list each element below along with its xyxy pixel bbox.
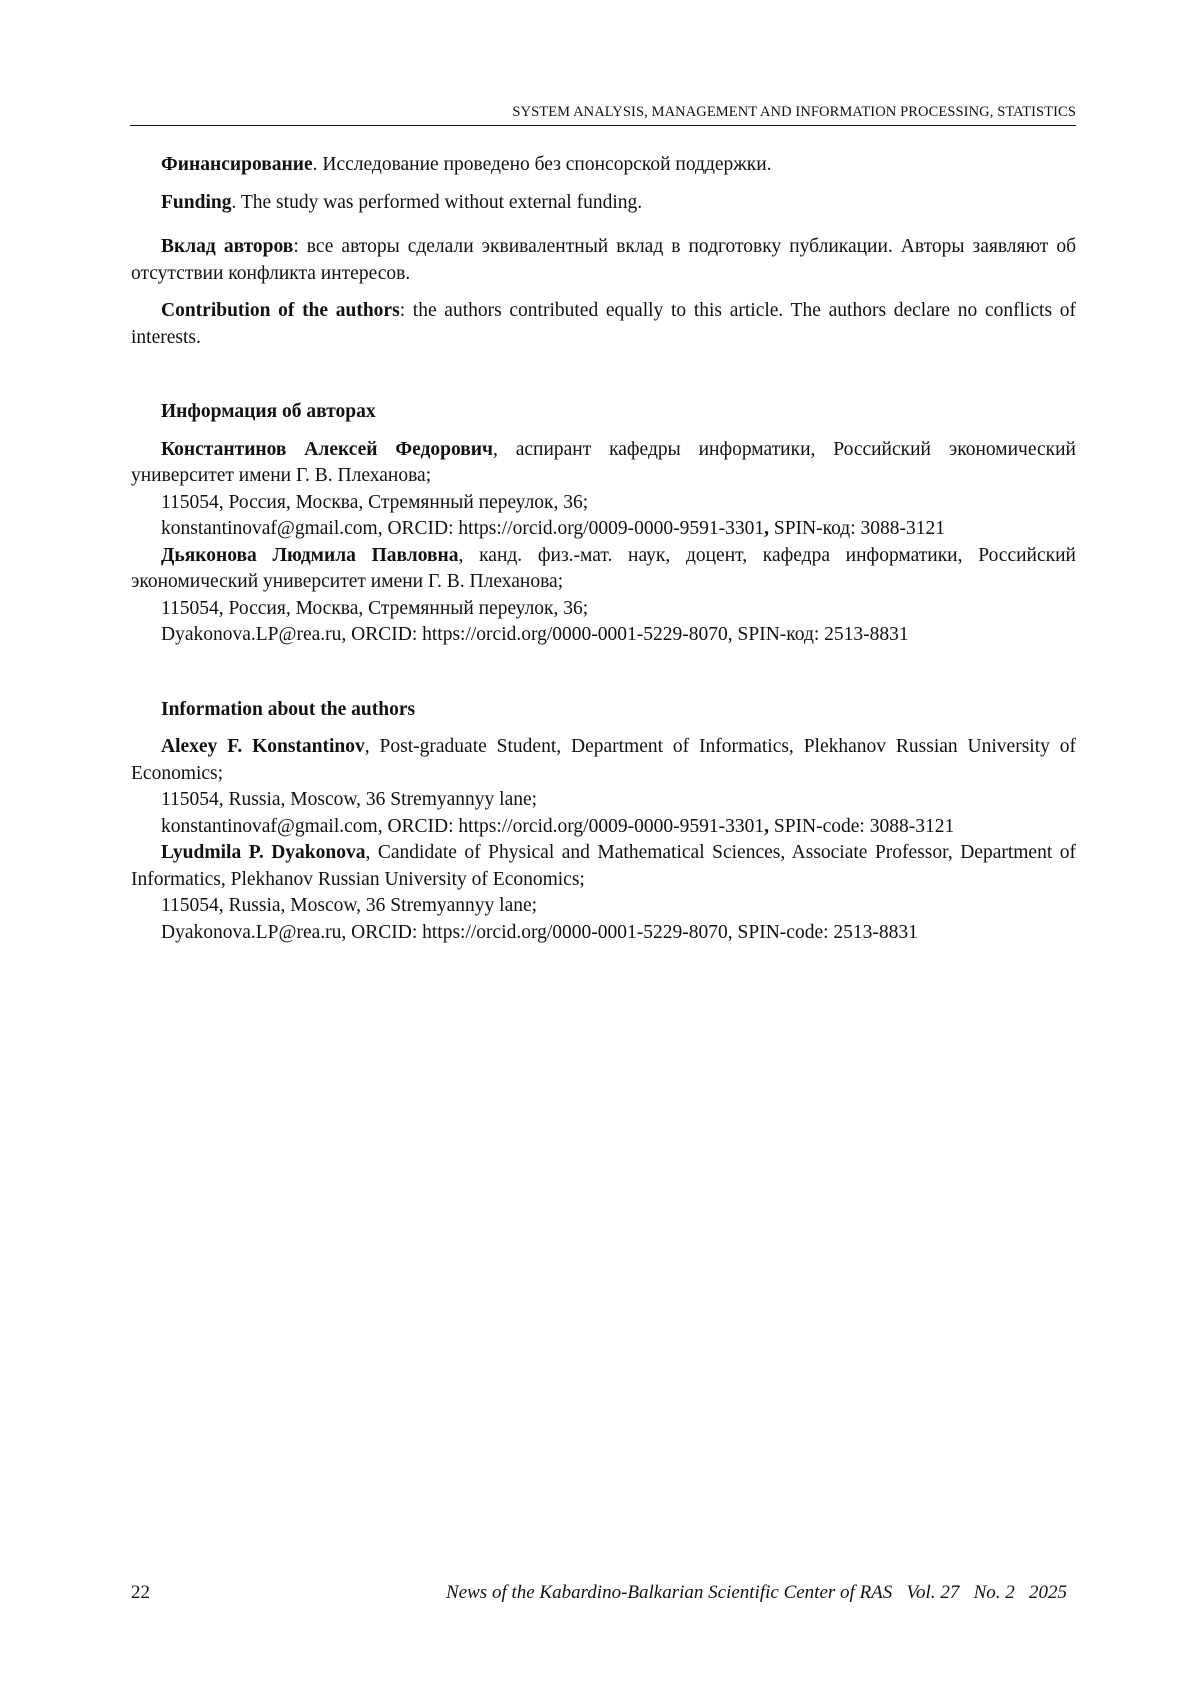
author-contact-comma: ,	[764, 518, 769, 539]
funding-en	[131, 190, 1076, 217]
author-contact-comma: ,	[764, 815, 769, 837]
page-number: 22	[131, 1582, 150, 1603]
funding-en-label: Funding	[161, 191, 232, 213]
authors-ru-heading-text: Информация об авторах	[161, 401, 376, 422]
author-address: 115054, Russia, Moscow, 36 Stremyannyy lane;	[161, 789, 538, 810]
author-address: 115054, Россия, Москва, Стремянный переулок, 36;	[161, 491, 589, 513]
authors-ru-heading	[131, 399, 1076, 426]
author-en-2	[131, 840, 1076, 893]
author-contact-text: konstantinovaf@gmail.com, ORCID: https://orcid.org/0009-0000-9591-3301	[161, 815, 765, 837]
author-spin: SPIN-код: 3088-3121	[768, 518, 945, 539]
author-affiliation: , Post-graduate Student, Department of Informatics, Plekhanov Russian University of Economics;	[131, 736, 1076, 784]
author-en-1	[131, 734, 1076, 787]
author-affiliation: , аспирант кафедры информатики, Российский экономический университет имени Г. В. Плеханова;	[131, 438, 1076, 486]
author-contact	[131, 814, 1076, 841]
funding-en-text: . The study was performed without external funding.	[231, 191, 643, 213]
author-contact-text: konstantinovaf@gmail.com, ORCID: https://orcid.org/0009-0000-9591-3301	[161, 518, 765, 539]
author-address: 115054, Russia, Moscow, 36 Stremyannyy lane;	[161, 895, 538, 916]
author-address: 115054, Россия, Москва, Стремянный переулок, 36;	[161, 597, 589, 619]
author-contact	[131, 516, 1076, 543]
author-name: Константинов Алексей Федорович	[161, 438, 493, 460]
author-affiliation: , канд. физ.-мат. наук, доцент, кафедра информатики, Российский экономический университет имени Г. В. Плеханова;	[131, 544, 1076, 592]
contribution-ru-label: Вклад авторов	[161, 236, 294, 257]
author-contact: Dyakonova.LP@rea.ru, ORCID: https://orcid.org/0000-0001-5229-8070, SPIN-code: 2513-8831	[161, 921, 918, 943]
author-name: Дьяконова Людмила Павловна	[161, 544, 459, 566]
contribution-ru-text: : все авторы сделали эквивалентный вклад в подготовку публикации. Авторы заявляют об отсутствии конфликта интересов.	[131, 236, 1076, 284]
header-rule	[130, 125, 1076, 126]
author-spin: SPIN-code: 3088-3121	[768, 815, 955, 837]
author-ru-2	[131, 543, 1076, 596]
authors-en-heading-text: Information about the authors	[161, 698, 416, 720]
running-title: SYSTEM ANALYSIS, MANAGEMENT AND INFORMATION PROCESSING, STATISTICS	[512, 104, 1076, 120]
authors-en-heading	[131, 697, 1076, 724]
author-ru-1	[131, 437, 1076, 490]
contribution-en	[131, 298, 1076, 351]
author-name: Alexey F. Konstantinov	[161, 736, 365, 757]
article-body	[131, 152, 1076, 946]
author-contact: Dyakonova.LP@rea.ru, ORCID: https://orcid.org/0000-0001-5229-8070, SPIN-код: 2513-8831	[161, 624, 909, 645]
funding-ru	[131, 152, 1076, 179]
contribution-en-label: Contribution of the authors	[161, 300, 400, 321]
author-name: Lyudmila P. Dyakonova	[161, 842, 366, 863]
funding-ru-label: Финансирование	[161, 154, 313, 175]
contribution-ru	[131, 234, 1076, 287]
funding-ru-text: . Исследование проведено без спонсорской поддержки.	[312, 154, 772, 175]
journal-citation: News of the Kabardino-Balkarian Scientific Center of RAS Vol. 27 No. 2 2025	[446, 1582, 1067, 1603]
author-affiliation: , Candidate of Physical and Mathematical Sciences, Associate Professor, Department of Informatics, Plekhanov Russian University of Economics;	[131, 842, 1077, 890]
contribution-en-text: : the authors contributed equally to this article. The authors declare no conflicts of interests.	[131, 300, 1076, 348]
